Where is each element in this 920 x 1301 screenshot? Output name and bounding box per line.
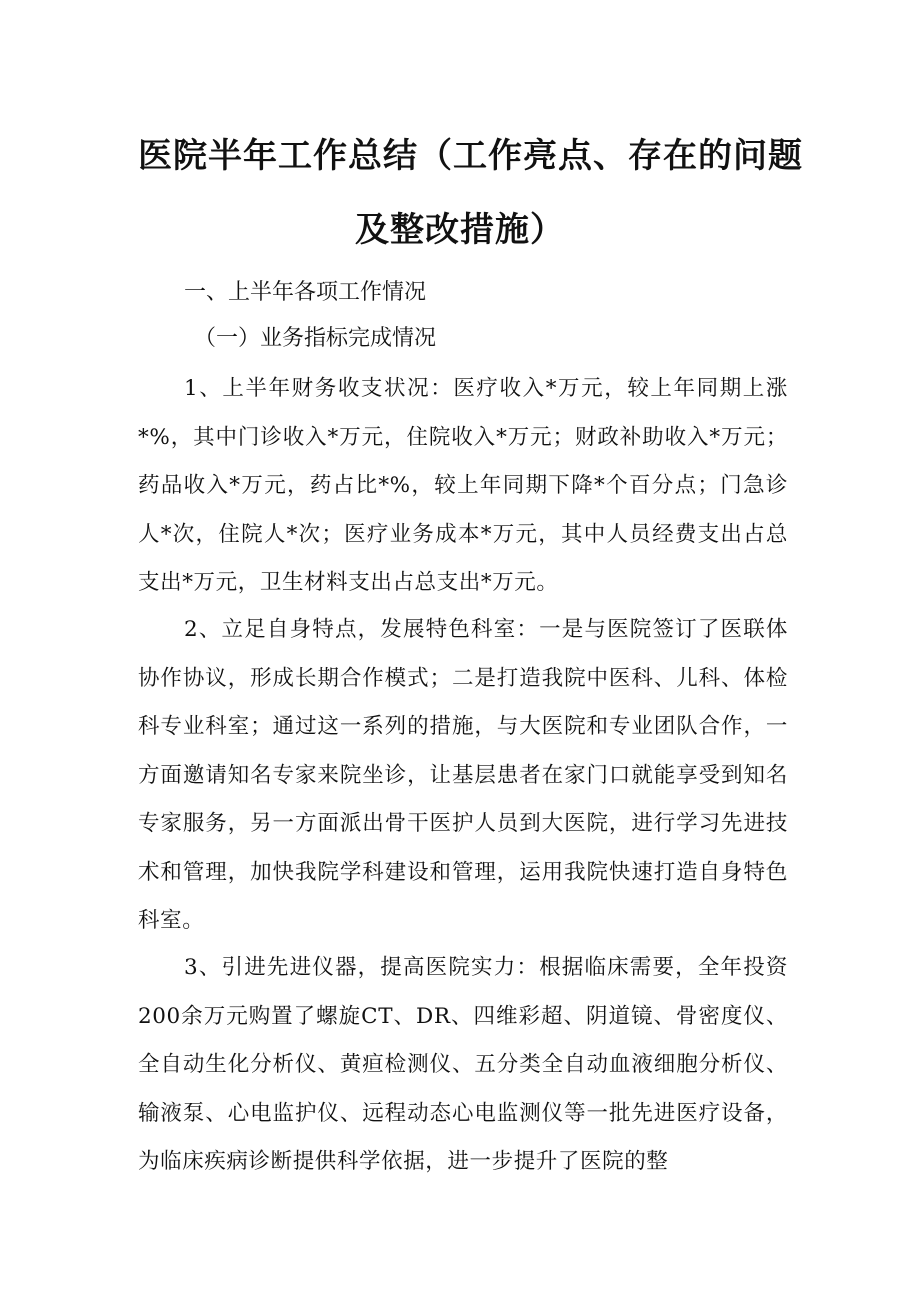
paragraph-financial-status: 1、上半年财务收支状况：医疗收入*万元，较上年同期上涨*%，其中门诊收入*万元，住院收入*万元；财政补助收入*万元；药品收入*万元，药占比*%，较上年同期下降*个百分点；门急诊人*次，住院人*次；医疗业务成本*万元，其中人员经费支出占总支出*万元，卫生材料支出占总支出*万元。 — [138, 376, 788, 595]
document-title-line-1: 医院半年工作总结（工作亮点、存在的问题 — [138, 136, 803, 176]
paragraph-specialty-departments: 2、立足自身特点，发展特色科室：一是与医院签订了医联体协作协议，形成长期合作模式；二是打造我院中医科、儿科、体检科专业科室；通过这一系列的措施，与大医院和专业团队合作，一方面邀请知名专家来院坐诊，让基层患者在家门口就能享受到知名专家服务，另一方面派出骨干医护人员到大医院，进行学习先进技术和管理，加快我院学科建设和管理，运用我院快速打造自身特色科室。 — [138, 617, 788, 933]
paragraph-advanced-equipment: 3、引进先进仪器，提高医院实力：根据临床需要，全年投资200余万元购置了螺旋CT、DR、四维彩超、阴道镜、骨密度仪、全自动生化分析仪、黄疸检测仪、五分类全自动血液细胞分析仪、输液泵、心电监护仪、远程动态心电监测仪等一批先进医疗设备，为临床疾病诊断提供科学依据，进一步提升了医院的整 — [138, 955, 788, 1174]
document-title-line-2: 及整改措施） — [355, 210, 565, 250]
section-heading: 一、上半年各项工作情况 — [184, 280, 427, 305]
subsection-heading: （一）业务指标完成情况 — [194, 326, 437, 351]
